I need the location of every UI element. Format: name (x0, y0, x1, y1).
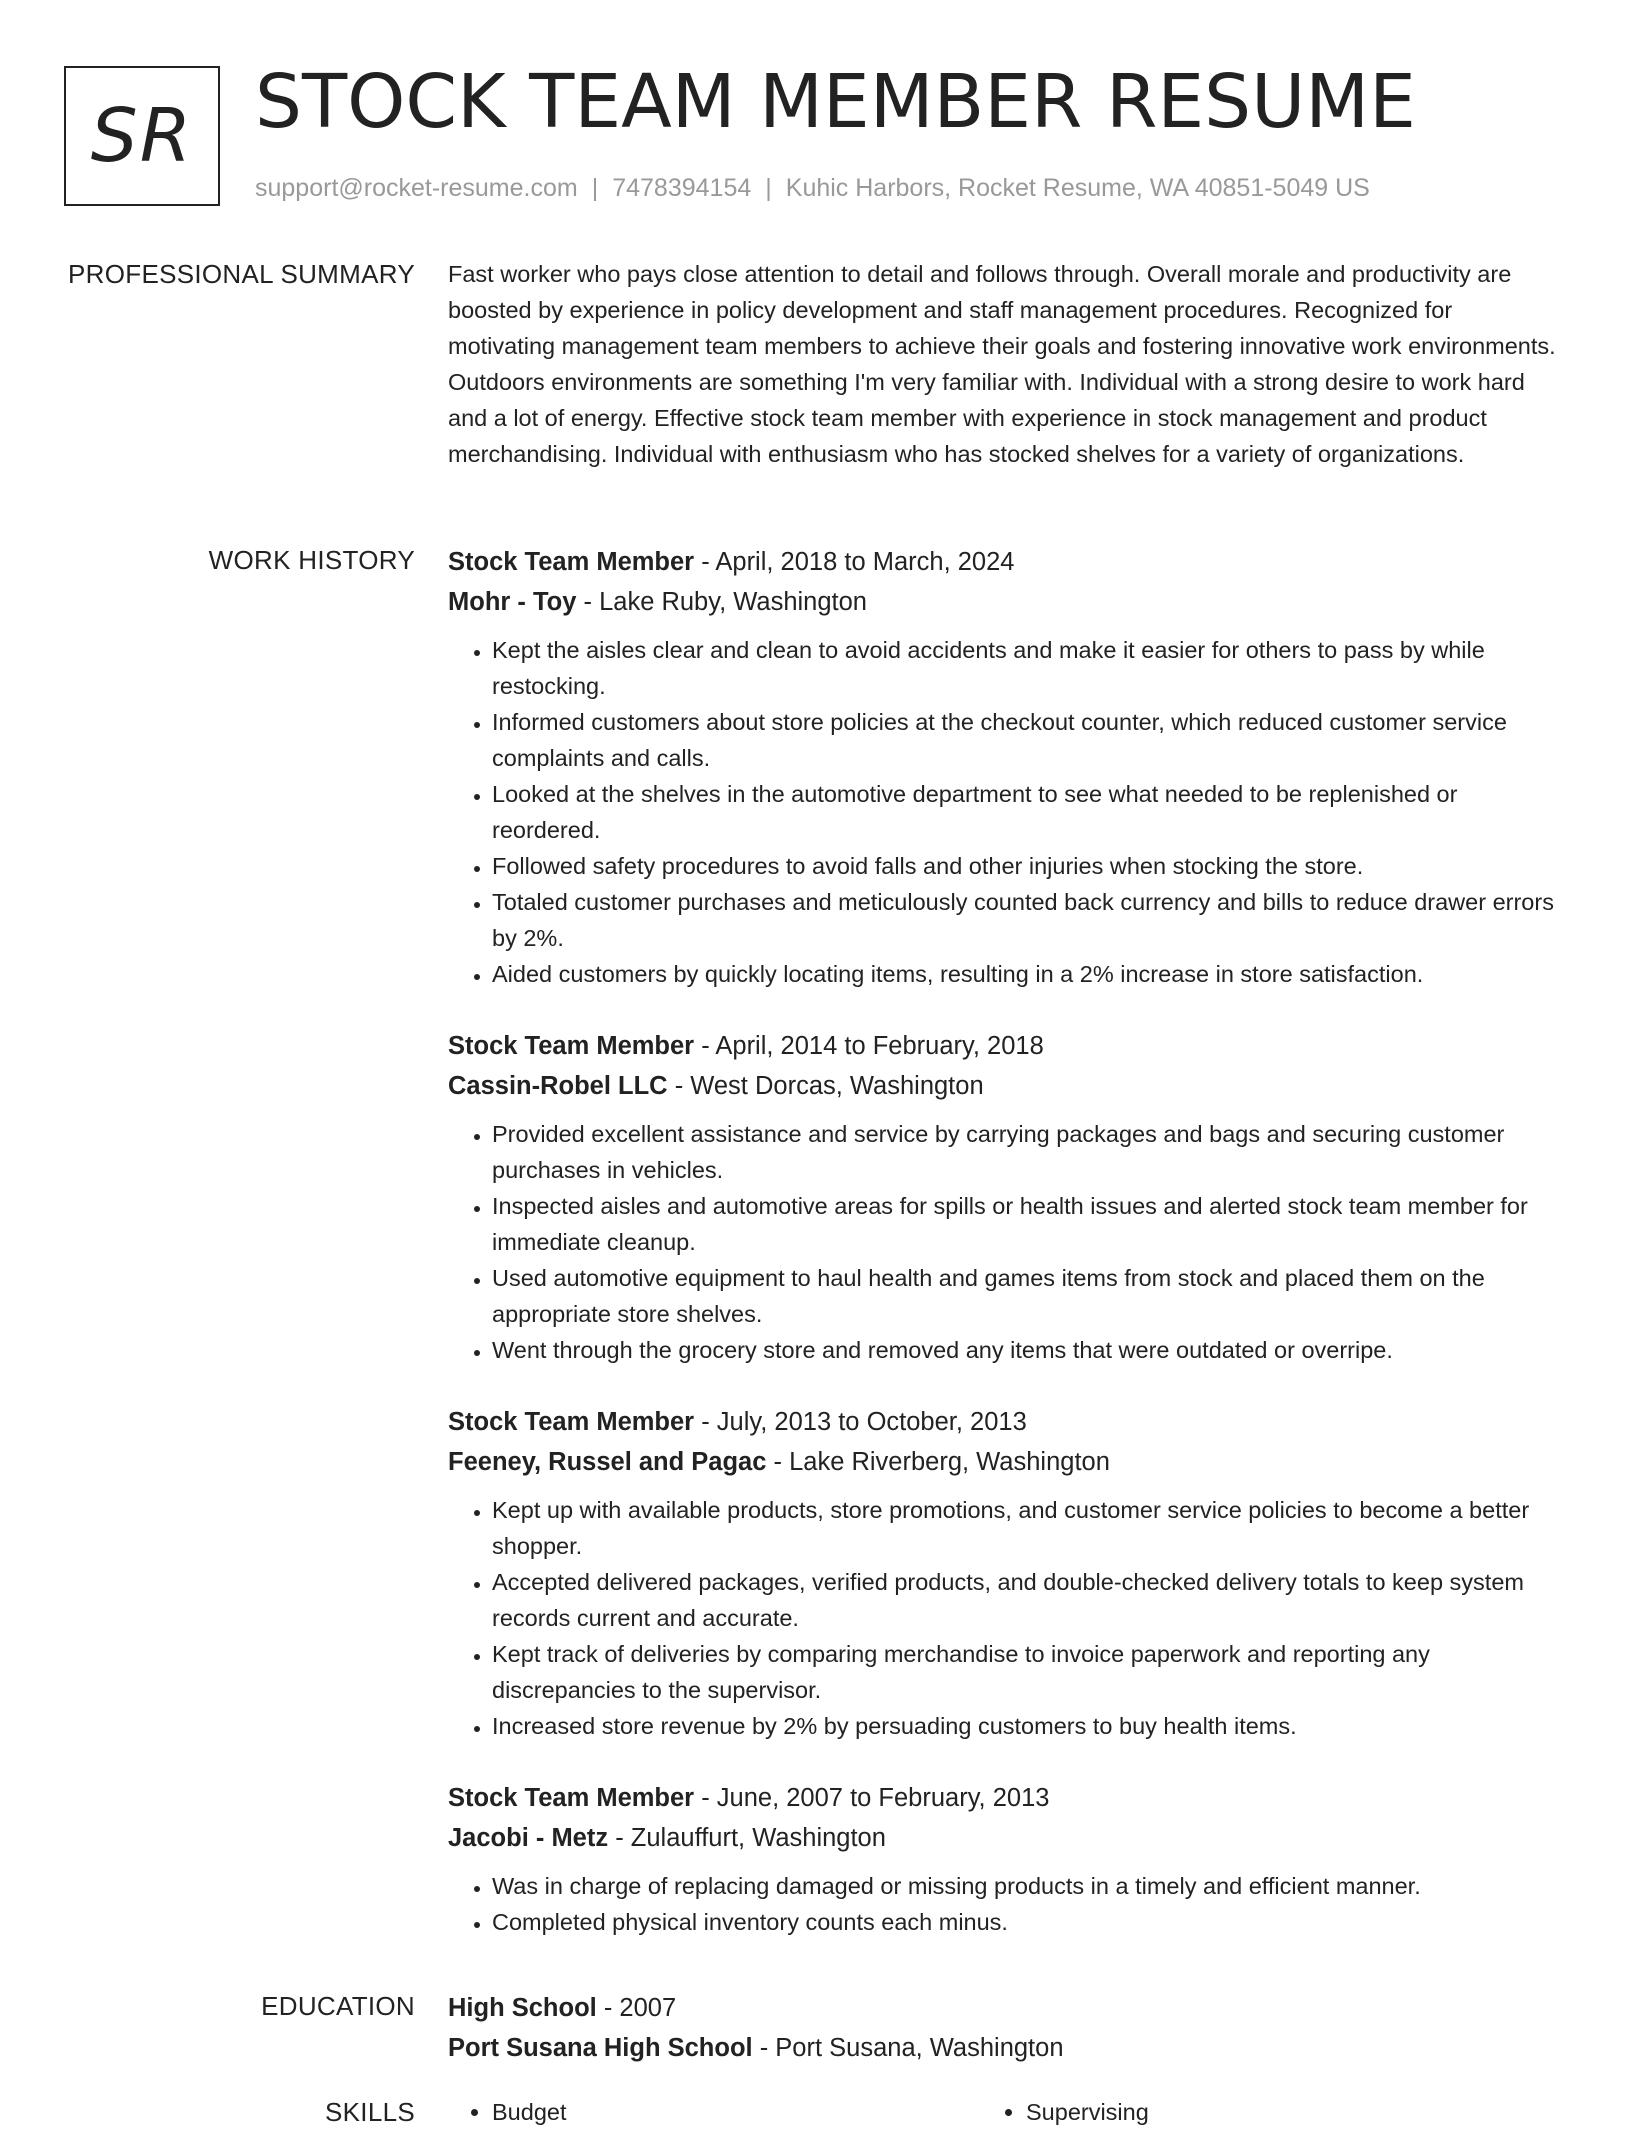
job-bullet: • Used automotive equipment to haul health and games items from stock and placed them on the appropriate store shelves. (492, 1260, 1560, 1332)
summary-heading: PROFESSIONAL SUMMARY (68, 259, 415, 289)
contact-separator: | (765, 174, 772, 202)
summary-text: Fast worker who pays close attention to detail and follows through. Overall morale and productivity are boosted by experience in policy development and staff management procedures. Recognized for motivating management team members to achieve their goals and fostering innovative work environments. Outdoors environments are something I'm very familiar with. Individual with a strong desire to work hard and a lot of energy. Effective stock team member with experience in stock management and product merchandising. Individual with enthusiasm who has stocked shelves for a variety of organizations. (448, 261, 1556, 467)
resume-title: STOCK TEAM MEMBER RESUME (255, 59, 1416, 145)
contact-separator: | (591, 174, 599, 202)
job-bullets (448, 632, 1560, 992)
education-degree: High School (448, 1994, 597, 2022)
education-school-line (448, 2028, 1560, 2068)
job-dates: - April, 2018 to March, 2024 (694, 548, 1015, 576)
job-title: Stock Team Member (448, 548, 695, 576)
job-bullets (448, 1492, 1560, 1744)
job-title-line (448, 542, 1560, 582)
skills-list (448, 2094, 1560, 2130)
job-dates: - April, 2014 to February, 2018 (694, 1032, 1044, 1060)
job-location: - Lake Ruby, Washington (576, 588, 867, 616)
job-bullet: • Looked at the shelves in the automotive department to see what needed to be replenished or reordered. (492, 776, 1560, 848)
education-heading: EDUCATION (261, 1991, 415, 2021)
job-company: Feeney, Russel and Pagac (448, 1448, 767, 1476)
work-history-heading: WORK HISTORY (208, 545, 415, 575)
job-location: - Zulauffurt, Washington (608, 1824, 886, 1852)
job-location: - Lake Riverberg, Washington (766, 1448, 1110, 1476)
education-school: Port Susana High School (448, 2034, 753, 2062)
contact-address: Kuhic Harbors, Rocket Resume, WA 40851-5049 US (785, 174, 1370, 202)
job-bullet: • Inspected aisles and automotive areas for spills or health issues and alerted stock team member for immediate cleanup. (492, 1188, 1560, 1260)
job-title: Stock Team Member (448, 1032, 695, 1060)
job-bullet: • Completed physical inventory counts each minus. (492, 1904, 1560, 1940)
job-bullets (448, 1116, 1560, 1368)
job-company: Jacobi - Metz (448, 1824, 609, 1852)
job-bullet: • Provided excellent assistance and service by carrying packages and bags and securing customer purchases in vehicles. (492, 1116, 1560, 1188)
job-bullet: • Accepted delivered packages, verified products, and double-checked delivery totals to keep system records current and accurate. (492, 1564, 1560, 1636)
education-year: - 2007 (596, 1994, 677, 2022)
skill-item: • Supervising (1026, 2094, 1560, 2130)
skill-item: • Budget (492, 2094, 1026, 2130)
job-bullet: • Kept up with available products, store promotions, and customer service policies to become a better shopper. (492, 1492, 1560, 1564)
job-bullet: • Totaled customer purchases and meticulously counted back currency and bills to reduce drawer errors by 2%. (492, 884, 1560, 956)
job-dates: - June, 2007 to February, 2013 (694, 1784, 1050, 1812)
job-bullet: • Went through the grocery store and removed any items that were outdated or overripe. (492, 1332, 1560, 1368)
job-title-line (448, 1402, 1560, 1442)
job-bullets (448, 1868, 1560, 1940)
job-title: Stock Team Member (448, 1784, 695, 1812)
job-bullet: • Kept track of deliveries by comparing merchandise to invoice paperwork and reporting any discrepancies to the supervisor. (492, 1636, 1560, 1708)
job-company: Cassin-Robel LLC (448, 1072, 668, 1100)
job-bullet: • Followed safety procedures to avoid falls and other injuries when stocking the store. (492, 848, 1560, 884)
education-location: - Port Susana, Washington (752, 2034, 1064, 2062)
education-degree-line (448, 1988, 1560, 2028)
job-company-line (448, 1442, 1560, 1482)
contact-phone: 7478394154 (612, 174, 752, 202)
initials-monogram: SR (64, 66, 220, 206)
job-bullet: • Increased store revenue by 2% by persuading customers to buy health items. (492, 1708, 1560, 1744)
job-entry (448, 1778, 1560, 1940)
contact-email: support@rocket-resume.com (255, 174, 578, 202)
job-company: Mohr - Toy (448, 588, 577, 616)
job-company-line (448, 1818, 1560, 1858)
job-title-line (448, 1778, 1560, 1818)
job-bullet: • Aided customers by quickly locating items, resulting in a 2% increase in store satisfaction. (492, 956, 1560, 992)
job-entry (448, 1026, 1560, 1368)
job-location: - West Dorcas, Washington (667, 1072, 984, 1100)
job-dates: - July, 2013 to October, 2013 (694, 1408, 1027, 1436)
skills-heading: SKILLS (325, 2097, 415, 2127)
contact-line (255, 174, 1370, 203)
job-company-line (448, 582, 1560, 622)
job-bullet: • Kept the aisles clear and clean to avoid accidents and make it easier for others to pass by while restocking. (492, 632, 1560, 704)
job-title: Stock Team Member (448, 1408, 695, 1436)
job-bullet: • Was in charge of replacing damaged or missing products in a timely and efficient manner. (492, 1868, 1560, 1904)
job-entry (448, 1402, 1560, 1744)
job-entry (448, 542, 1560, 992)
job-company-line (448, 1066, 1560, 1106)
job-bullet: • Informed customers about store policies at the checkout counter, which reduced customer service complaints and calls. (492, 704, 1560, 776)
job-title-line (448, 1026, 1560, 1066)
